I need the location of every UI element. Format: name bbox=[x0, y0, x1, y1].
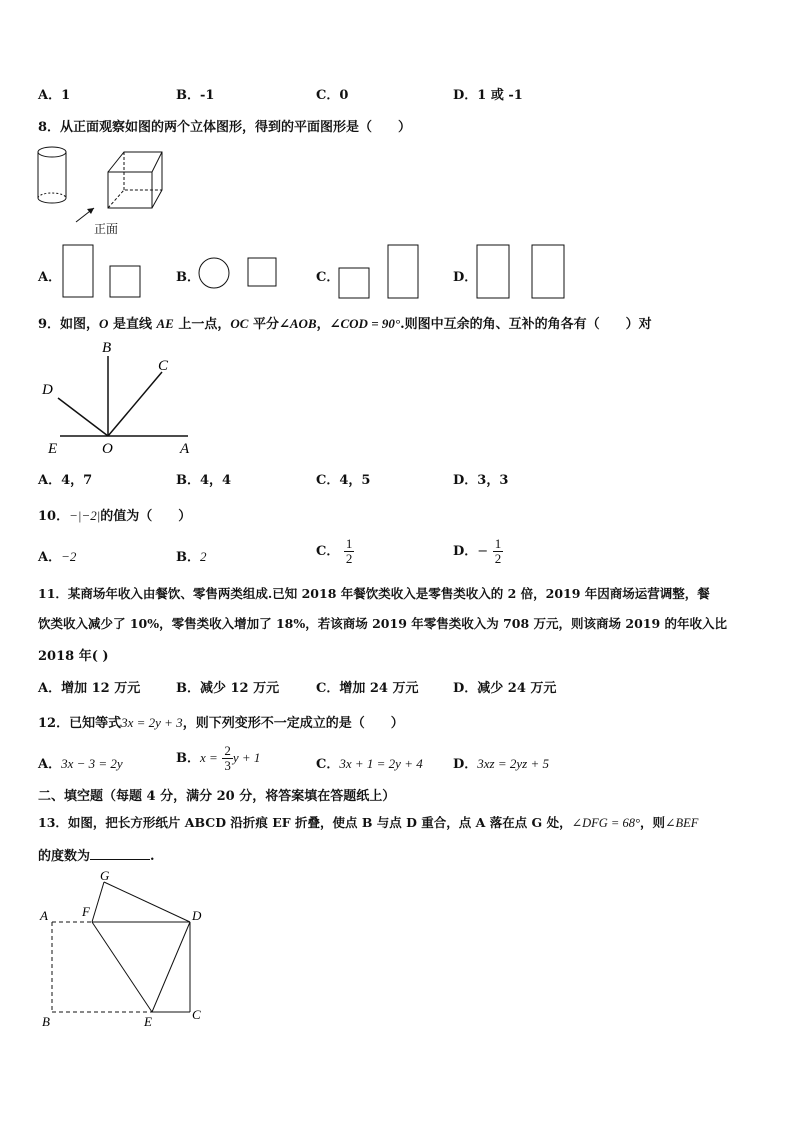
q7-option-d: D．1 或 -1 bbox=[453, 88, 523, 103]
q12-option-d: D．3xz = 2yz + 5 bbox=[453, 756, 549, 772]
q13-label-c: C bbox=[192, 1007, 201, 1022]
q8-option-a-letter: A． bbox=[38, 270, 62, 285]
q8-front-label: 正面 bbox=[94, 222, 119, 236]
q8-option-b-figure bbox=[198, 256, 278, 290]
q11-line2: 饮类收入减少了 10%，零售类收入增加了 18%，若该商场 2019 年零售类收入为 708 万元，则该商场 2019 的年收入比 bbox=[38, 616, 728, 631]
section-heading-fill-in: 二、填空题（每题 4 分，满分 20 分，将答案填在答题纸上） bbox=[38, 789, 396, 804]
q8-option-d-letter: D． bbox=[453, 270, 478, 285]
q7-option-a: A．1 bbox=[38, 88, 71, 103]
q11-option-a: A．增加 12 万元 bbox=[38, 681, 141, 696]
q13-line1: 13．如图，把长方形纸片 ABCD 沿折痕 EF 折叠，使点 B 与点 D 重合，点 A 落在点 G 处，∠DFG = 68°，则∠BEF bbox=[38, 815, 699, 830]
q12-option-c: C．3x + 1 = 2y + 4 bbox=[316, 756, 423, 772]
q8-option-c-letter: C． bbox=[316, 270, 340, 285]
q13-label-a: A bbox=[40, 908, 48, 923]
q8-option-d-figure bbox=[476, 244, 566, 300]
q10-option-d: D．− $\frac{1}{2}$ bbox=[453, 536, 502, 566]
q12-stem: 12．已知等式3x = 2y + 3，则下列变形不一定成立的是（ ） bbox=[38, 715, 404, 731]
q11-option-d: D．减少 24 万元 bbox=[453, 681, 557, 696]
q10-option-b: B．2 bbox=[176, 549, 207, 565]
q10-option-a: A．−2 bbox=[38, 549, 77, 565]
q11-option-c: C．增加 24 万元 bbox=[316, 681, 419, 696]
q13-label-g: G bbox=[100, 868, 110, 883]
q9-label-o: O bbox=[102, 441, 113, 457]
q13-label-e: E bbox=[144, 1014, 152, 1029]
q8-option-c-figure bbox=[338, 244, 420, 300]
q9-option-a: A．4，7 bbox=[38, 473, 93, 488]
q7-option-b: B．-1 bbox=[176, 88, 215, 103]
q9-label-d: D bbox=[42, 382, 53, 398]
q12-option-a: A．3x − 3 = 2y bbox=[38, 756, 123, 772]
q13-answer-blank bbox=[90, 859, 150, 860]
q9-label-b: B bbox=[102, 340, 112, 356]
q9-label-a: A bbox=[180, 441, 190, 457]
q9-option-c: C．4，5 bbox=[316, 473, 371, 488]
q8-option-b-letter: B． bbox=[176, 270, 200, 285]
q13-fold-figure bbox=[38, 868, 218, 1034]
q10-option-c: C． $\frac{1}{2}$ bbox=[316, 536, 353, 566]
q9-angle-figure bbox=[40, 336, 200, 460]
q11-option-b: B．减少 12 万元 bbox=[176, 681, 280, 696]
q9-label-e: E bbox=[48, 441, 58, 457]
q8-option-a-figure bbox=[62, 244, 142, 300]
q13-label-f: F bbox=[82, 904, 90, 919]
q9-option-d: D．3，3 bbox=[453, 473, 509, 488]
q9-stem: 9．如图，O 是直线 AE 上一点，OC 平分∠AOB，∠COD = 90°.则图中互余的角、互补的角各有（ ）对 bbox=[38, 316, 652, 332]
q8-stem: 8．从正面观察如图的两个立体图形，得到的平面图形是（ ） bbox=[38, 120, 412, 135]
q9-label-c: C bbox=[158, 358, 169, 374]
q10-stem: 10．−|−2|的值为（ ） bbox=[38, 508, 192, 524]
q13-label-d: D bbox=[192, 908, 202, 923]
q12-option-b: B．x = $\frac{2}{3}$ y + 1 bbox=[176, 743, 261, 773]
q13-label-b: B bbox=[42, 1014, 50, 1029]
q9-option-b: B．4，4 bbox=[176, 473, 232, 488]
q13-line2: 的度数为 . bbox=[38, 849, 155, 864]
q11-line3: 2018 年( ) bbox=[38, 649, 109, 664]
q11-line1: 11．某商场年收入由餐饮、零售两类组成.已知 2018 年餐饮类收入是零售类收入的 2 倍，2019 年因商场运营调整，餐 bbox=[38, 586, 710, 601]
q7-option-c: C．0 bbox=[316, 88, 349, 103]
